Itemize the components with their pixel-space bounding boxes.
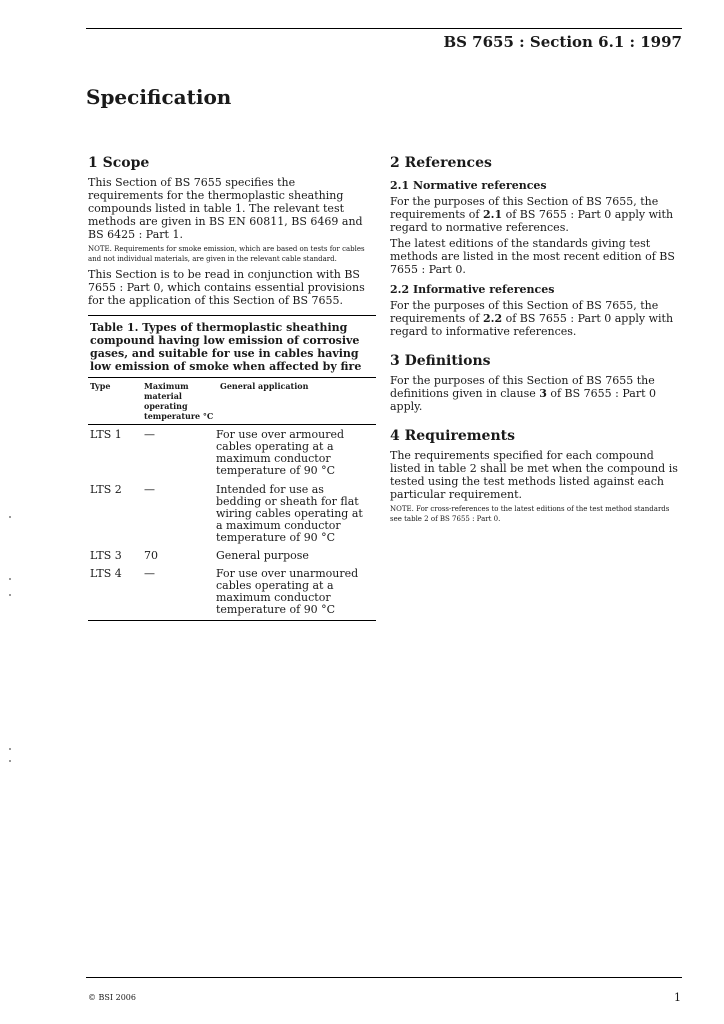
scope-note: NOTE. Requirements for smoke emission, which are based on tests for cables and not individual materials, are given in the relevant cable standard. (88, 245, 365, 263)
clause-number: 2.2 (482, 312, 503, 325)
normative-references-heading: 2.1 Normative references (390, 179, 547, 192)
scan-mark (9, 516, 11, 518)
table-top-rule (88, 315, 376, 316)
table-1 (88, 315, 376, 621)
document-header-title: BS 7655 : Section 6.1 : 1997 (443, 33, 682, 51)
informative-references-heading: 2.2 Informative references (390, 283, 555, 296)
scan-mark (9, 748, 11, 750)
text-run: For the purposes of this Section of BS 7655, the requirements of (390, 195, 659, 221)
requirements-note: NOTE. For cross-references to the latest editions of the test method standards see table 2 of BS 7655 : Part 0. (390, 505, 670, 523)
footer-rule (86, 977, 682, 978)
table-header-rule (88, 424, 376, 425)
informative-references-paragraph (390, 299, 682, 338)
page-title: Specification (86, 85, 232, 109)
table-1-title: Table 1. Types of thermoplastic sheathing compound having low emission of corrosive gases, and suitable for use in cables having low emission of smoke when affected by fire (90, 321, 362, 373)
normative-references-paragraph-2: The latest editions of the standards giving test methods are listed in the most recent edition of BS 7655 : Part 0. (390, 237, 675, 276)
table-cell-application: General purpose (216, 549, 309, 562)
footer-copyright: © BSI 2006 (88, 993, 136, 1002)
scan-mark (9, 760, 11, 762)
footer-page-number: 1 (674, 991, 681, 1004)
table-cell-application: For use over armoured cables operating at a maximum conductor temperature of 90 °C (216, 428, 345, 477)
table-cell-temp: 70 (144, 549, 158, 562)
references-heading: 2 References (390, 155, 492, 171)
normative-references-paragraph (390, 195, 682, 234)
table-row (88, 568, 376, 616)
table-header-row (88, 381, 376, 421)
table-bottom-rule (88, 620, 376, 621)
definitions-paragraph (390, 374, 682, 413)
text-run: of BS 7655 : Part 0 apply with regard to normative references. (390, 208, 674, 234)
table-cell-type: LTS 1 (90, 428, 122, 441)
table-cell-application: Intended for use as bedding or sheath for flat wiring cables operating at a maximum conductor temperature of 90 °C (216, 483, 363, 544)
table-header-max-temp: Maximum material operating temperature °C (144, 381, 214, 421)
scope-paragraph-2: This Section is to be read in conjunction with BS 7655 : Part 0, which contains essential provisions for the application of this Section of BS 7655. (88, 268, 365, 307)
text-run: of BS 7655 : Part 0 apply with regard to informative references. (390, 312, 674, 338)
right-column (390, 155, 682, 524)
table-row (88, 429, 376, 477)
table-header-type: Type (90, 381, 111, 391)
clause-number: 3 (539, 387, 547, 400)
text-run: of BS 7655 : Part 0 apply. (390, 387, 657, 413)
scope-heading: 1 Scope (88, 155, 150, 171)
table-cell-temp: — (144, 428, 155, 441)
scan-mark (9, 594, 11, 596)
table-row (88, 484, 376, 544)
table-cell-type: LTS 2 (90, 483, 122, 496)
text-run: For the purposes of this Section of BS 7655 the definitions given in clause (390, 374, 655, 400)
table-row (88, 550, 376, 562)
table-header-application: General application (220, 381, 309, 391)
clause-number: 2.1 (482, 208, 503, 221)
scan-mark (9, 578, 11, 580)
table-cell-temp: — (144, 567, 155, 580)
table-title-rule (88, 377, 376, 378)
table-cell-type: LTS 4 (90, 567, 122, 580)
table-cell-application: For use over unarmoured cables operating at a maximum conductor temperature of 90 °C (216, 567, 359, 616)
text-run: For the purposes of this Section of BS 7655, the requirements of (390, 299, 659, 325)
header-rule (86, 28, 682, 29)
requirements-heading: 4 Requirements (390, 428, 515, 444)
left-column (88, 155, 371, 307)
table-cell-temp: — (144, 483, 155, 496)
definitions-heading: 3 Definitions (390, 353, 491, 369)
table-cell-type: LTS 3 (90, 549, 122, 562)
scope-paragraph-1: This Section of BS 7655 specifies the requirements for the thermoplastic sheathing compounds listed in table 1. The relevant test methods are given in BS EN 60811, BS 6469 and BS 6425 : Part 1. (88, 176, 363, 241)
requirements-paragraph: The requirements specified for each compound listed in table 2 shall be met when the compound is tested using the test methods listed against each particular requirement. (390, 449, 678, 501)
